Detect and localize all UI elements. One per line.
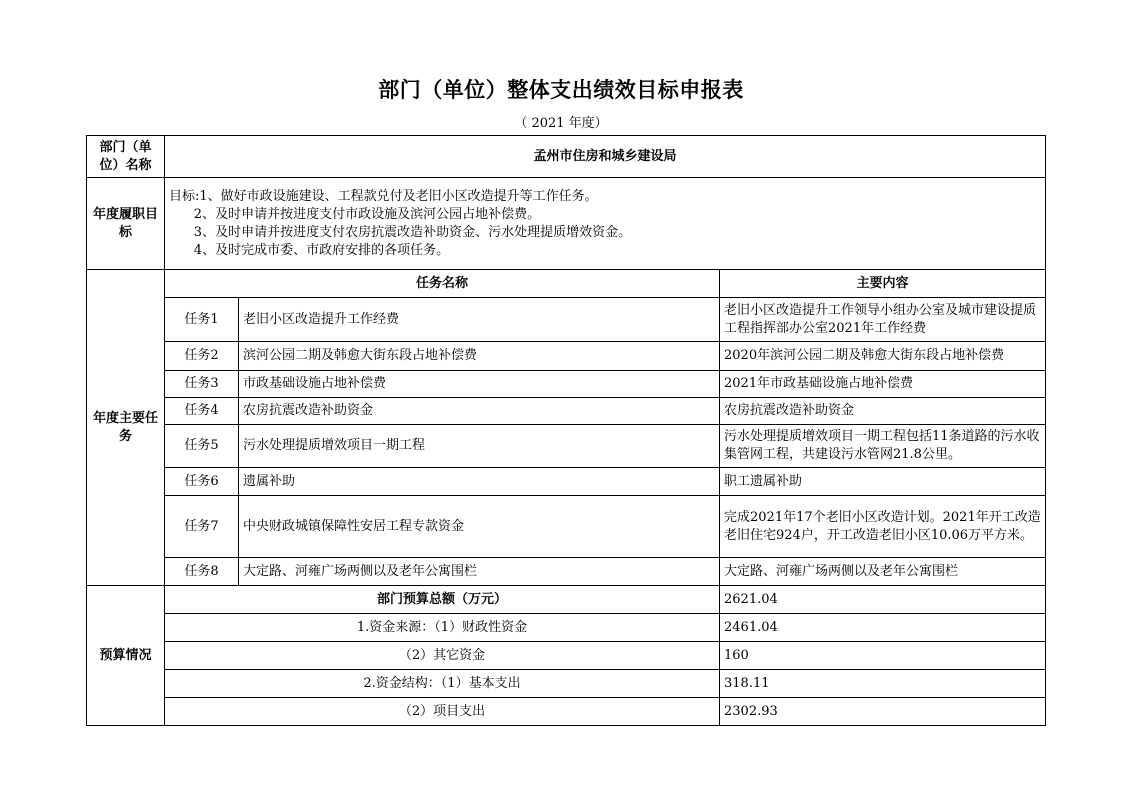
goal-line: 目标:1、做好市政设施建设、工程款兑付及老旧小区改造提升等工作任务。 — [169, 188, 598, 204]
budget-row-label: （2）其它资金 — [165, 642, 720, 670]
goal-line: 4、及时完成市委、市政府安排的各项任务。 — [169, 242, 450, 258]
annual-goal-content — [165, 178, 1046, 270]
page-title: 部门（单位）整体支出绩效目标申报表 — [378, 78, 744, 102]
task-content: 2020年滨河公园二期及韩愈大街东段占地补偿费 — [720, 342, 1046, 371]
task-id: 任务1 — [165, 298, 239, 342]
budget-row-label: （2）项目支出 — [165, 698, 720, 726]
budget-row-label: 2.资金结构：（1）基本支出 — [165, 670, 720, 698]
annual-goal-label: 年度履职目标 — [87, 178, 165, 270]
task-name: 滨河公园二期及韩愈大街东段占地补偿费 — [239, 342, 720, 371]
budget-row-label: 部门预算总额（万元） — [165, 586, 720, 614]
task-id: 任务2 — [165, 342, 239, 371]
dept-name-value: 孟州市住房和城乡建设局 — [165, 136, 1046, 178]
budget-row-value: 160 — [720, 642, 1046, 670]
budget-row-value: 2461.04 — [720, 614, 1046, 642]
task-content: 大定路、河雍广场两侧以及老年公寓围栏 — [720, 558, 1046, 586]
task-content-header: 主要内容 — [720, 270, 1046, 298]
goal-line: 2、及时申请并按进度支付市政设施及滨河公园占地补偿费。 — [169, 206, 541, 222]
task-content: 污水处理提质增效项目一期工程包括11条道路的污水收集管网工程，共建设污水管网21.8公里。 — [720, 425, 1046, 468]
task-name: 污水处理提质增效项目一期工程 — [239, 425, 720, 468]
task-id: 任务5 — [165, 425, 239, 468]
budget-row-label: 1.资金来源：（1）财政性资金 — [165, 614, 720, 642]
dept-name-label: 部门（单位）名称 — [87, 136, 165, 178]
task-name: 市政基础设施占地补偿费 — [239, 371, 720, 398]
performance-table — [86, 135, 1046, 726]
goal-line: 3、及时申请并按进度支付农房抗震改造补助资金、污水处理提质增效资金。 — [169, 224, 632, 240]
task-content: 老旧小区改造提升工作领导小组办公室及城市建设提质工程指挥部办公室2021年工作经费 — [720, 298, 1046, 342]
task-content: 农房抗震改造补助资金 — [720, 398, 1046, 425]
annual-tasks-label: 年度主要任务 — [87, 270, 165, 586]
budget-row-value: 318.11 — [720, 670, 1046, 698]
task-name: 农房抗震改造补助资金 — [239, 398, 720, 425]
task-name-header: 任务名称 — [165, 270, 720, 298]
task-name: 遗属补助 — [239, 468, 720, 496]
task-id: 任务4 — [165, 398, 239, 425]
budget-row-value: 2302.93 — [720, 698, 1046, 726]
task-name: 老旧小区改造提升工作经费 — [239, 298, 720, 342]
year-subtitle: （ 2021 年度） — [514, 116, 608, 131]
task-id: 任务3 — [165, 371, 239, 398]
task-id: 任务8 — [165, 558, 239, 586]
task-name: 大定路、河雍广场两侧以及老年公寓围栏 — [239, 558, 720, 586]
task-id: 任务7 — [165, 496, 239, 558]
budget-label: 预算情况 — [87, 586, 165, 726]
budget-row-value: 2621.04 — [720, 586, 1046, 614]
task-content: 职工遗属补助 — [720, 468, 1046, 496]
task-content: 完成2021年17个老旧小区改造计划。2021年开工改造老旧住宅924户，开工改造老旧小区10.06万平方米。 — [720, 496, 1046, 558]
task-name: 中央财政城镇保障性安居工程专款资金 — [239, 496, 720, 558]
task-content: 2021年市政基础设施占地补偿费 — [720, 371, 1046, 398]
task-id: 任务6 — [165, 468, 239, 496]
